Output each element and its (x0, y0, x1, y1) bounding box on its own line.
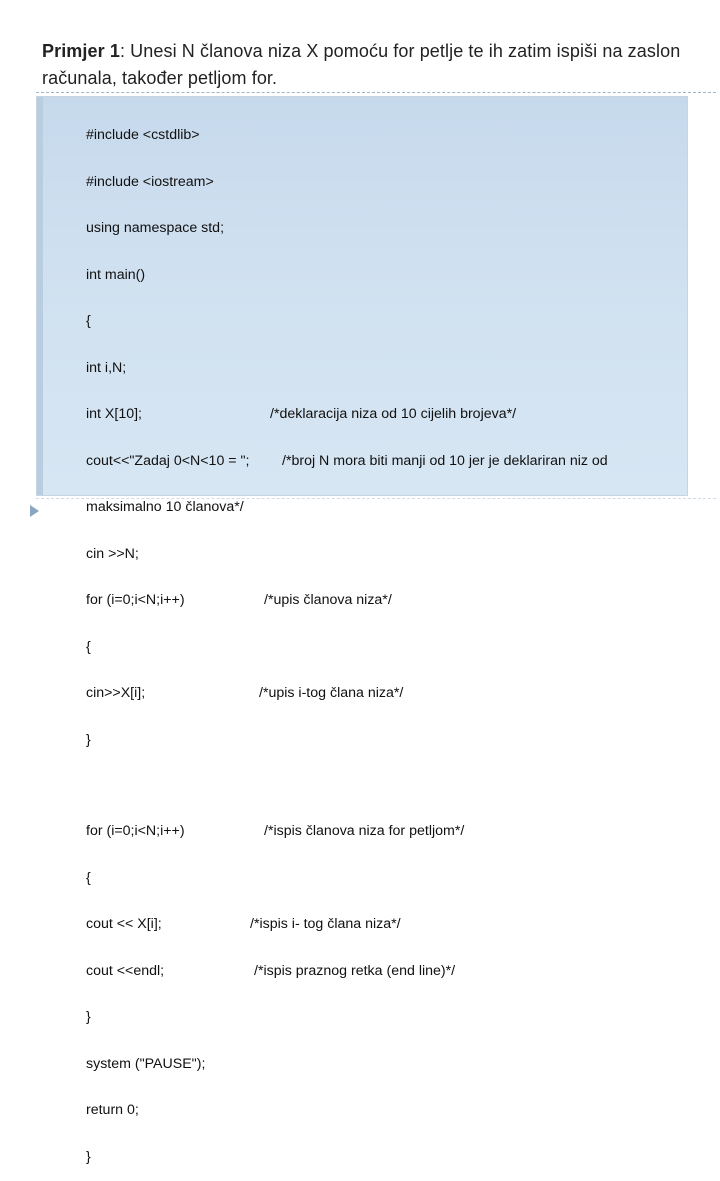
code-line (86, 500, 250, 516)
code-text: system ("PAUSE"); (86, 1055, 206, 1072)
code-line (86, 175, 250, 191)
code-text: cout<<"Zadaj 0<N<10 = "; (86, 452, 250, 469)
code-line (86, 268, 250, 284)
code-line (86, 962, 456, 980)
code-comment: /*broj N mora biti manji od 10 jer je deklariran niz od (282, 452, 608, 469)
code-text: { (86, 638, 91, 655)
code-text: cout << X[i]; (86, 916, 162, 932)
code-comment: /*upis i-tog člana niza*/ (259, 685, 404, 701)
code-text: { (86, 869, 91, 886)
code-line (86, 733, 250, 749)
code-text: int i,N; (86, 359, 127, 376)
blank-line (86, 779, 250, 793)
code-text: cout <<endl; (86, 962, 165, 979)
code-line (86, 406, 517, 423)
code-text: maksimalno 10 članova*/ (86, 499, 244, 515)
code-line (86, 1010, 250, 1026)
code-text: #include <iostream> (86, 173, 214, 190)
code-text: for (i=0;i<N;i++) (86, 592, 185, 608)
code-line (86, 1150, 250, 1166)
code-text: #include <cstdlib> (86, 127, 200, 143)
code-line (86, 685, 404, 702)
code-text: } (86, 1009, 91, 1025)
slide-title (42, 38, 692, 92)
code-line (86, 1103, 250, 1119)
code-text: using namespace std; (86, 220, 225, 236)
code-comment: /*upis članova niza*/ (264, 592, 392, 608)
code-listing (86, 97, 608, 1181)
triangle-bullet-icon (30, 505, 39, 517)
task-description: : Unesi N članova niza X pomoću for petlje te ih zatim ispiši na zaslon računala, također petljom for. (42, 41, 681, 88)
code-text: cin >>N; (86, 545, 139, 562)
code-comment: /*ispis članova niza for petljom*/ (264, 823, 465, 839)
code-text: } (86, 1148, 91, 1165)
code-text: } (86, 731, 91, 748)
code-line (86, 547, 250, 563)
code-line (86, 128, 250, 144)
code-comment: /*ispis i- tog člana niza*/ (250, 916, 401, 932)
code-text: int main() (86, 266, 146, 283)
code-line (86, 640, 250, 656)
code-line (86, 452, 608, 470)
example-label: Primjer 1 (42, 41, 120, 61)
code-text: { (86, 313, 91, 329)
code-line (86, 314, 250, 330)
code-text: return 0; (86, 1102, 139, 1118)
code-line (86, 592, 392, 609)
code-comment: /*ispis praznog retka (end line)*/ (254, 962, 456, 979)
code-text: int X[10]; (86, 406, 142, 422)
bottom-divider (36, 498, 716, 499)
code-line (86, 871, 250, 887)
code-line (86, 1057, 250, 1073)
code-line (86, 361, 250, 377)
code-line (86, 221, 250, 237)
code-text: for (i=0;i<N;i++) (86, 823, 185, 839)
code-comment: /*deklaracija niza od 10 cijelih brojeva*/ (270, 406, 517, 422)
top-divider (36, 92, 716, 93)
code-line (86, 823, 465, 840)
code-text: cin>>X[i]; (86, 685, 146, 701)
code-line (86, 916, 401, 933)
